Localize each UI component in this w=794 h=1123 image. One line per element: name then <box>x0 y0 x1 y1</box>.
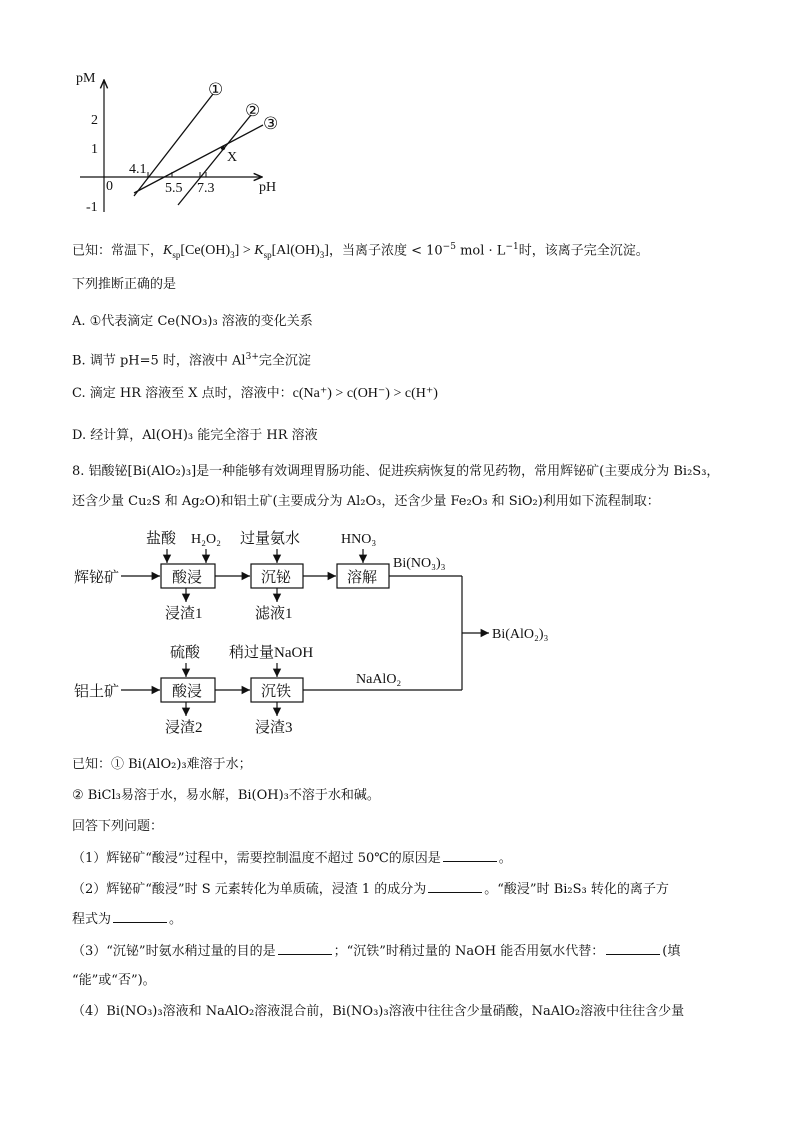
row1-product: Bi(NO₃)₃ <box>393 556 446 571</box>
y-tick-1: 1 <box>91 142 98 157</box>
y-tick-neg1: -1 <box>86 200 98 215</box>
row2-product: NaAlO₂ <box>356 672 402 687</box>
box-precipitate-bi-label: 沉铋 <box>261 570 292 586</box>
known-unit-exp: −1 <box>505 242 519 252</box>
box-acid-leach-2-label: 酸浸 <box>172 684 203 700</box>
question-stem: 下列推断正确的是 <box>72 277 177 292</box>
option-c-pre: C. 滴定 HR 溶液至 X 点时，溶液中： <box>72 386 293 401</box>
answer-blank-3b[interactable] <box>606 942 660 955</box>
answer-blank-1[interactable] <box>443 849 497 862</box>
answer-prompt: 回答下列问题： <box>72 819 164 834</box>
row2-start: 铝土矿 <box>74 684 120 700</box>
answer-blank-3a[interactable] <box>278 942 332 955</box>
known-condition-line: 已知：常温下，$K_{sp}[Ce(OH)_3] > K_{sp}[Al(OH)_3]$，当离子浓度 < $10^{-5}$ mol · $L^{-1}$时，该离子完全沉淀。 <box>72 242 649 261</box>
known-unit: mol · L <box>455 243 506 259</box>
line-3-label: ③ <box>263 114 279 133</box>
origin-label: 0 <box>106 179 113 194</box>
input-hno3: HNO₃ <box>341 532 377 547</box>
box-acid-leach-1-label: 酸浸 <box>172 570 203 586</box>
option-c-expr: c(Na⁺) > c(OH⁻) > c(H⁺) <box>292 386 438 401</box>
subq-2-text-b: 。“酸浸”时 Bi₂S₃ 转化的离子方 <box>484 882 669 897</box>
output-residue-1: 浸渣1 <box>165 606 203 622</box>
period-1: 。 <box>498 851 512 866</box>
x-mark-4-1: 4.1 <box>129 162 147 177</box>
y-axis-label: pM <box>76 71 96 86</box>
subq-2-text-c: 程式为 <box>72 912 112 927</box>
subq-1 <box>72 849 512 868</box>
subq-1-text: （1）辉铋矿“酸浸”过程中，需要控制温度不超过 50℃的原因是 <box>72 851 441 866</box>
subq-3-text-c: (填 <box>662 944 681 959</box>
known-suffix: 时，该离子完全沉淀。 <box>518 243 649 259</box>
period-2: 。 <box>169 912 183 927</box>
line-1-label: ① <box>208 80 224 99</box>
line-2-label: ② <box>245 101 261 120</box>
subq-3 <box>72 942 680 961</box>
ksp2-compound: Al(OH) <box>276 243 320 259</box>
subq-4: （4）Bi(NO₃)₃溶液和 NaAlO₂溶液混合前，Bi(NO₃)₃溶液中往往含少量硝酸，NaAlO₂溶液中往往含少量 <box>72 1004 685 1019</box>
box-precipitate-fe-label: 沉铁 <box>261 684 292 700</box>
subq-2-cont <box>72 910 182 929</box>
input-h2so4: 硫酸 <box>170 645 201 661</box>
y-tick-2: 2 <box>91 113 98 128</box>
known-exp: −5 <box>442 242 456 252</box>
known2-title: 已知：① Bi(AlO₂)₃难溶于水； <box>72 757 252 772</box>
input-h2o2: H₂O₂ <box>191 532 221 547</box>
input-hcl: 盐酸 <box>146 531 177 547</box>
q8-line-2: 还含少量 Cu₂S 和 Ag₂O)和铝土矿(主要成分为 Al₂O₃，还含少量 Fe₂O₃ 和 SiO₂)利用如下流程制取： <box>72 494 660 509</box>
x-axis-label: pH <box>259 180 277 195</box>
known2-item2: ② BiCl₃易溶于水，易水解，Bi(OH)₃不溶于水和碱。 <box>72 788 380 803</box>
known-mid: ，当离子浓度 < 10 <box>328 243 443 259</box>
subq-2 <box>72 880 669 899</box>
point-x-label: X <box>227 150 238 165</box>
option-d: D. 经计算，Al(OH)₃ 能完全溶于 HR 溶液 <box>72 428 318 443</box>
subq-2-text-a: （2）辉铋矿“酸浸”时 S 元素转化为单质硫，浸渣 1 的成分为 <box>72 882 427 897</box>
subq-3-cont: “能”或“否”)。 <box>72 973 156 988</box>
x-mark-7-3: 7.3 <box>197 181 215 196</box>
option-b-post: 完全沉淀 <box>258 353 311 369</box>
input-ammonia: 过量氨水 <box>240 531 301 547</box>
option-a: A. ①代表滴定 Ce(NO₃)₃ 溶液的变化关系 <box>72 314 313 329</box>
option-b-pre: B. 调节 pH=5 时，溶液中 Al <box>72 353 246 369</box>
known-prefix: 已知：常温下， <box>72 243 164 259</box>
subq-3-text-b: ；“沉铁”时稍过量的 NaOH 能否用氨水代替： <box>333 944 605 959</box>
output-residue-2: 浸渣2 <box>165 720 203 736</box>
q8-line-1: 8. 铝酸铋[Bi(AlO₂)₃]是一种能够有效调理胃肠功能、促进疾病恢复的常见药物，常用辉铋矿(主要成分为 Bi₂S₃， <box>72 464 720 479</box>
row1-start: 辉铋矿 <box>74 570 120 586</box>
option-b-sup: 3+ <box>245 352 259 362</box>
output-residue-3: 浸渣3 <box>255 720 293 736</box>
answer-blank-2b[interactable] <box>113 910 167 923</box>
subq-3-text-a: （3）“沉铋”时氨水稍过量的目的是 <box>72 944 276 959</box>
final-product: Bi(AlO₂)₃ <box>492 627 549 642</box>
ksp1-compound: Ce(OH) <box>185 243 231 259</box>
x-mark-5-5: 5.5 <box>165 181 183 196</box>
box-dissolve-label: 溶解 <box>347 570 378 586</box>
input-naoh: 稍过量NaOH <box>229 645 314 661</box>
output-filtrate-1: 滤液1 <box>255 606 293 622</box>
answer-blank-2a[interactable] <box>428 880 482 893</box>
